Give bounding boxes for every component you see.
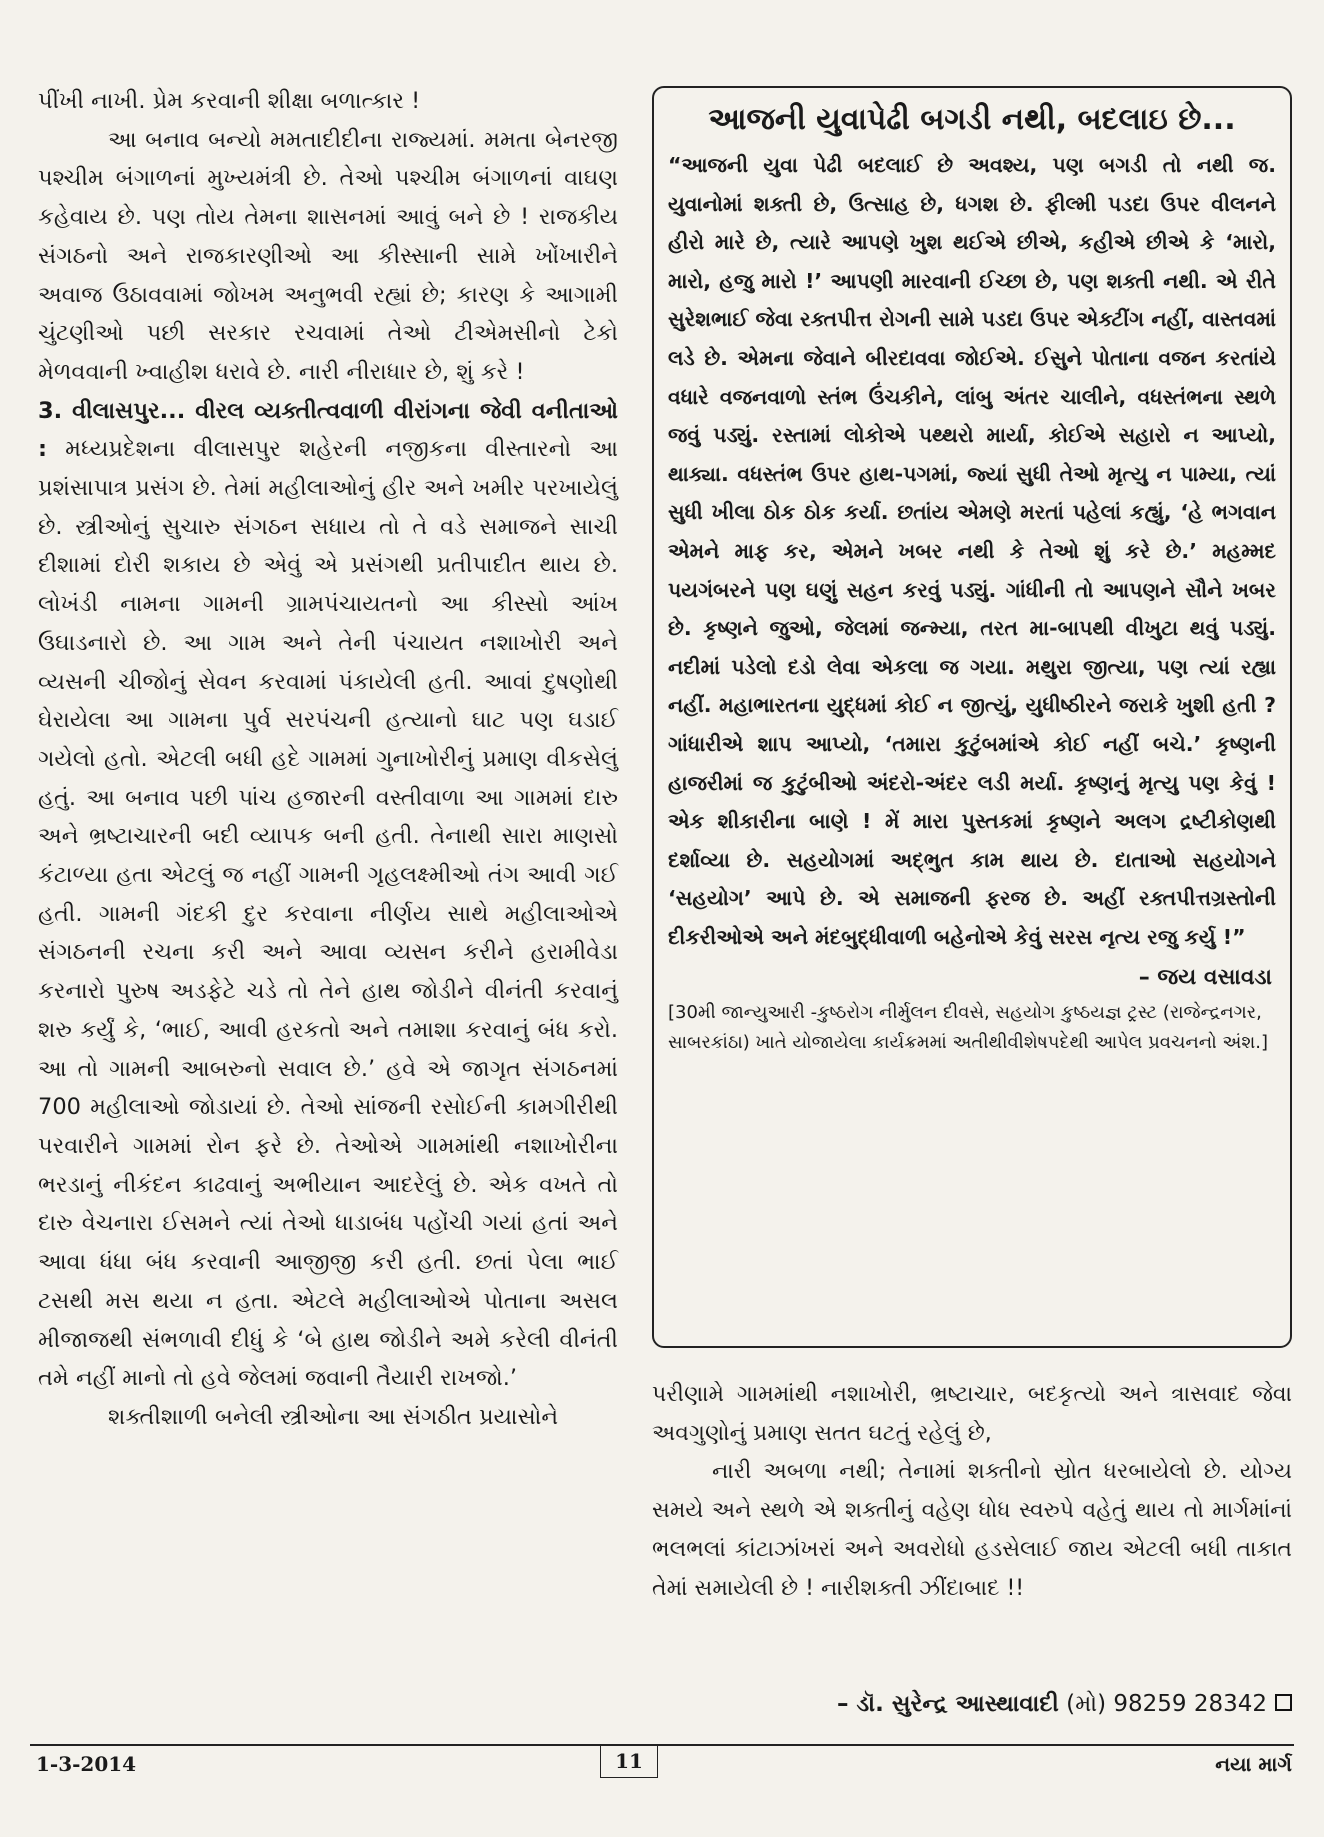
left-paragraph-4: શક્તીશાળી બનેલી સ્ત્રીઓના આ સંગઠીત પ્રયાસોને: [108, 1403, 559, 1430]
right-paragraph-1: પરીણામે ગામમાંથી નશાખોરી, ભ્રષ્ટાચાર, બદકૃત્યો અને ત્રાસવાદ જેવા અવગુણોનું પ્રમાણ સતત ઘટતું રહેલું છે,: [652, 1382, 1292, 1446]
left-paragraph-3: [38, 392, 618, 1398]
quote-box-text: “આજની યુવા પેઢી બદલાઈ છે અવશ્ય, પણ બગડી તો નથી જ. યુવાનોમાં શક્તી છે, ઉત્સાહ છે, ધગશ છે. ફીલ્મી પડદા ઉપર વીલનને હીરો મારે છે, ત્યારે આપણે ખુશ થઈએ છીએ, કહીએ છીએ કે ‘મારો, મારો, હજુ મારો !’ આપણી મારવાની ઈચ્છા છે, પણ શક્તી નથી. એ રીતે સુરેશભાઈ જેવા રક્તપીત્ત રોગની સામે પડદા ઉપર એક્ટીંગ નહીં, વાસ્તવમાં લડે છે. એમના જેવાને બીરદાવવા જોઈએ. ઈસુને પોતાના વજન કરતાંયે વધારે વજનવાળો સ્તંભ ઉંચકીને, લાંબુ અંતર ચાલીને, વધસ્તંભના સ્થળે જવું પડ્યું. રસ્તામાં લોકોએ પથ્થરો માર્યા, કોઈએ સહારો ન આપ્યો, થાક્યા. વધસ્તંભ ઉપર હાથ-પગમાં, જ્યાં સુધી તેઓ મૃત્યુ ન પામ્યા, ત્યાં સુધી ખીલા ઠોક ઠોક કર્યા. છતાંય એમણે મરતાં પહેલાં કહ્યું, ‘હે ભગવાન એમને માફ કર, એમને ખબર નથી કે તેઓ શું કરે છે.’ મહમ્મદ પયગંબરને પણ ઘણું સહન કરવું પડ્યું. ગાંધીની તો આપણને સૌને ખબર છે. કૃષ્ણને જુઓ, જેલમાં જન્મ્યા, તરત મા-બાપથી વીખુટા થવું પડ્યું. નદીમાં પડેલો દડો લેવા એકલા જ ગયા. મથુરા જીત્યા, પણ ત્યાં રહ્યા નહીં. મહાભારતના યુદ્ધમાં કોઈ ન જીત્યું, યુધીષ્ઠીરને જરાકે ખુશી હતી ? ગાંધારીએ શાપ આપ્યો, ‘તમારા કુટુંબમાંએ કોઈ નહીં બચે.’ કૃષ્ણની હાજરીમાં જ કુટુંબીઓ અંદરો-અંદર લડી મર્યા. કૃષ્ણનું મૃત્યુ પણ કેવું ! એક શીકારીના બાણે ! મેં મારા પુસ્તકમાં કૃષ્ણને અલગ દ્રષ્ટીકોણથી દર્શાવ્યા છે. સહયોગમાં અદ્ભુત કામ થાય છે. દાતાઓ સહયોગને ‘સહયોગ’ આપે છે. એ સમાજની ફરજ છે. અહીં રક્તપીત્તગ્રસ્તોની દીકરીઓએ અને મંદબુદ્ધીવાળી બહેનોએ કેવું સરસ નૃત્ય રજુ કર્યુ !”: [668, 153, 1276, 949]
quote-box-author: – જય વસાવડા: [1138, 965, 1272, 991]
end-square-icon: [1275, 1694, 1292, 1711]
right-bottom-text: [652, 1376, 1292, 1608]
quote-box: [652, 86, 1292, 1348]
quote-box-title: આજની યુવાપેઢી બગડી નથી, બદલાઇ છે...: [708, 102, 1236, 137]
magazine-name: નયા માર્ગ: [1215, 1752, 1292, 1776]
page-number: 11: [600, 1746, 658, 1778]
footer-date: 1-3-2014: [36, 1752, 137, 1776]
author-signature: [652, 1684, 1292, 1724]
quote-box-note: [30મી જાન્યુઆરી -કુષ્ઠરોગ નીર્મુલન દીવસે, સહયોગ કુષ્ઠયજ્ઞ ટ્રસ્ટ (રાજેન્દ્રનગર, સાબરકાંઠા) ખાતે યોજાયેલા કાર્યક્રમમાં અતીથીવીશેષપદેથી આપેલ પ્રવચનનો અંશ.]: [668, 1002, 1269, 1054]
footer-divider: [30, 1744, 1294, 1746]
section-body-vilaspur: મધ્યપ્રદેશના વીલાસપુર શહેરની નજીકના વીસ્તારનો આ પ્રશંસાપાત્ર પ્રસંગ છે. તેમાં મહીલાઓનું હીર અને ખમીર પરખાયેલું છે. સ્ત્રીઓનું સુચારુ સંગઠન સધાય તો તે વડે સમાજને સાચી દીશામાં દોરી શકાય છે એવું એ પ્રસંગથી પ્રતીપાદીત થાય છે. લોખંડી નામના ગામની ગ્રામપંચાયતનો આ કીસ્સો આંખ ઉઘાડનારો છે. આ ગામ અને તેની પંચાયત નશાખોરી અને વ્યસની ચીજોનું સેવન કરવામાં પંકાયેલી હતી. આવાં દુષણોથી ઘેરાયેલા આ ગામના પુર્વ સરપંચની હત્યાનો ઘાટ પણ ઘડાઈ ગયેલો હતો. એટલી બધી હદે ગામમાં ગુનાખોરીનું પ્રમાણ વીકસેલું હતું. આ બનાવ પછી પાંચ હજારની વસ્તીવાળા આ ગામમાં દારુ અને ભ્રષ્ટાચારની બદી વ્યાપક બની હતી. તેનાથી સારા માણસો કંટાળ્યા હતા એટલું જ નહીં ગામની ગૃહલક્ષ્મીઓ તંગ આવી ગઈ હતી. ગામની ગંદકી દુર કરવાના નીર્ણય સાથે મહીલાઓએ સંગઠનની રચના કરી અને આવા વ્યસન કરીને હરામીવેડા કરનારો પુરુષ અડફેટે ચડે તો તેને હાથ જોડીને વીનંતી કરવાનું શરુ કર્યું કે, ‘ભાઈ, આવી હરકતો અને તમાશા કરવાનું બંધ કરો. આ તો ગામની આબરુનો સવાલ છે.’ હવે એ જાગૃત સંગઠનમાં 700 મહીલાઓ જોડાયાં છે. તેઓ સાંજની રસોઈની કામગીરીથી પરવારીને ગામમાં રોન ફરે છે. તેઓએ ગામમાંથી નશાખોરીના ભરડાનું નીકંદન કાઢવાનું અભીયાન આદરેલું છે. એક વખતે તો દારુ વેચનારા ઈસમને ત્યાં તેઓ ધાડાબંધ પહોંચી ગયાં હતાં અને આવા ધંધા બંધ કરવાની આજીજી કરી હતી. છતાં પેલા ભાઈ ટસથી મસ થયા ન હતા. એટલે મહીલાઓએ પોતાના અસલ મીજાજથી સંભળાવી દીધું કે ‘બે હાથ જોડીને અમે કરેલી વીનંતી તમે નહીં માનો તો હવે જેલમાં જવાની તૈયારી રાખજો.’: [38, 436, 618, 1392]
section-heading-vilaspur: 3. વીલાસપુર... વીરલ વ્યક્તીત્વવાળી વીરાંગના જેવી વનીતાઓ :: [38, 397, 618, 463]
left-column: [38, 82, 618, 1437]
author-phone: (મો) 98259 28342: [1066, 1691, 1267, 1717]
left-paragraph-1: પીંખી નાખી. પ્રેમ કરવાની શીક્ષા બળાત્કાર !: [38, 88, 421, 114]
right-paragraph-2: નારી અબળા નથી; તેનામાં શક્તીનો સ્રોત ધરબાયેલો છે. યોગ્ય સમયે અને સ્થળે એ શક્તીનું વહેણ ધોધ સ્વરુપે વહેતું થાય તો માર્ગમાંનાં ભલભલાં કાંટાઝાંખરાં અને અવરોધો હડસેલાઈ જાય એટલી બધી તાકાત તેમાં સમાયેલી છે ! નારીશક્તી ઝીંદાબાદ !!: [652, 1459, 1292, 1601]
author-name: – ડૉ. સુરેન્દ્ર આસ્થાવાદી: [837, 1691, 1059, 1717]
left-paragraph-2: આ બનાવ બન્યો મમતાદીદીના રાજ્યમાં. મમતા બેનરજી પશ્ચીમ બંગાળનાં મુખ્યમંત્રી છે. તેઓ પશ્ચીમ બંગાળનાં વાઘણ કહેવાય છે. પણ તોય તેમના શાસનમાં આવું બને છે ! રાજકીય સંગઠનો અને રાજકારણીઓ આ કીસ્સાની સામે ખોંખારીને અવાજ ઉઠાવવામાં જોખમ અનુભવી રહ્યાં છે; કારણ કે આગામી ચુંટણીઓ પછી સરકાર રચવામાં તેઓ ટીએમસીનો ટેકો મેળવવાની ખ્વાહીશ ધરાવે છે. નારી નીરાધાર છે, શું કરે !: [38, 126, 618, 385]
